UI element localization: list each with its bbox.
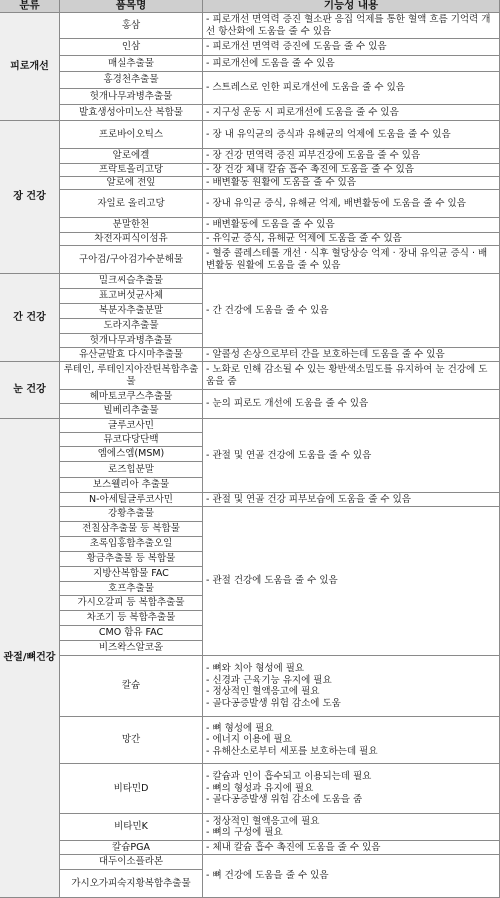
product-cell: 헛개나무과병추출물	[60, 334, 203, 348]
product-cell: 복분자추출분말	[60, 304, 203, 319]
product-cell: 유산균발효 다시마추출물	[60, 348, 203, 362]
function-cell: - 장내 유익균 증식, 유해균 억제, 배변활동에 도움을 줄 수 있음	[203, 190, 500, 218]
product-cell: 홍경천추출물	[60, 72, 203, 89]
function-cell: - 스트레스로 인한 피로개선에 도움을 줄 수 있음	[203, 72, 500, 105]
function-cell: - 지구성 운동 시 피로개선에 도움을 줄 수 있음	[203, 105, 500, 121]
header-function: 기능성 내용	[203, 0, 500, 13]
function-cell: - 장 건강 체내 칼슘 흡수 촉진에 도움을 줄 수 있음	[203, 164, 500, 177]
product-cell: 표고버섯균사체	[60, 289, 203, 304]
product-cell: 글루코사민	[60, 419, 203, 433]
product-cell: 밀크씨슬추출물	[60, 274, 203, 289]
product-cell: 빌베리추출물	[60, 404, 203, 419]
product-cell: 전칠삼추출물 등 복합물	[60, 522, 203, 537]
function-cell: - 혈중 콜레스테롤 개선 · 식후 혈당상승 억제 · 장내 유익균 증식 · 배변활동 원활에 도움을 줄 수 있음	[203, 246, 500, 274]
product-cell: 홍삼	[60, 13, 203, 39]
function-cell: - 정상적인 혈액응고에 필요 - 뼈의 구성에 필요	[203, 814, 500, 841]
function-cell: - 피로개선에 도움을 줄 수 있음	[203, 56, 500, 72]
function-cell: - 관절 건강에 도움을 줄 수 있음	[203, 507, 500, 656]
product-cell: 칼슘PGA	[60, 841, 203, 855]
product-cell: 구아검/구아검가수분해물	[60, 246, 203, 274]
function-cell: - 배변활동 원활에 도움을 줄 수 있음	[203, 177, 500, 190]
product-cell: 황금추출물 등 복합물	[60, 552, 203, 567]
function-cell: - 간 건강에 도움을 줄 수 있음	[203, 274, 500, 348]
product-cell: 강황추출물	[60, 507, 203, 522]
function-cell: - 장 내 유익균의 증식과 유해균의 억제에 도움을 줄 수 있음	[203, 121, 500, 149]
product-cell: 차전자피식이섬유	[60, 233, 203, 246]
product-cell: 비타민D	[60, 764, 203, 814]
product-cell: 루테인, 루테인지아잔틴복합추출물	[60, 362, 203, 390]
category-cell: 피로개선	[0, 13, 60, 121]
product-cell: 초록입홍합추출오일	[60, 537, 203, 552]
product-cell: 분말한천	[60, 218, 203, 233]
product-cell: 지방산복합물 FAC	[60, 567, 203, 582]
product-cell: 발효생성아미노산 복합물	[60, 105, 203, 121]
function-cell: - 피로개선 면역력 증진에 도움을 줄 수 있음	[203, 39, 500, 56]
function-cell: - 칼슘과 인이 흡수되고 이용되는데 필요 - 뼈의 형성과 유지에 필요 - 골다공증발생 위험 감소에 도움을 줌	[203, 764, 500, 814]
function-cell: - 뼈와 치아 형성에 필요 - 신경과 근육기능 유지에 필요 - 정상적인 혈액응고에 필요 - 골다공증발생 위험 감소에 도움	[203, 656, 500, 717]
function-cell: - 체내 칼슘 흡수 촉진에 도움을 줄 수 있음	[203, 841, 500, 855]
function-cell: - 눈의 피로도 개선에 도움을 줄 수 있음	[203, 390, 500, 419]
product-cell: 가시오가피숙지황복합추출물	[60, 870, 203, 898]
function-cell: - 피로개선 면역력 증진 혈소판 응집 억제를 통한 혈액 흐름 기억력 개선 항산화에 도움을 줄 수 있음	[203, 13, 500, 39]
product-cell: 알로에 전잎	[60, 177, 203, 190]
function-cell: - 장 건강 면역력 증진 피부건강에 도움을 줄 수 있음	[203, 149, 500, 164]
function-cell: - 알콜성 손상으로부터 간을 보호하는데 도움을 줄 수 있음	[203, 348, 500, 362]
product-cell: 가시오갈피 등 복합추출물	[60, 596, 203, 611]
function-cell: - 관절 및 연골 건강 피부보습에 도움을 줄 수 있음	[203, 493, 500, 507]
product-cell: 대두이소플라본	[60, 855, 203, 870]
product-cell: 자일로 올리고당	[60, 190, 203, 218]
product-cell: 뮤코다당단백	[60, 433, 203, 447]
product-cell: N-아세틸글루코사민	[60, 493, 203, 507]
product-cell: 헛개나무과병추출물	[60, 89, 203, 105]
product-cell: 프로바이오틱스	[60, 121, 203, 149]
product-cell: 칼슘	[60, 656, 203, 717]
function-cell: - 노화로 인해 감소될 수 있는 황반색소밀도를 유지하여 눈 건강에 도움을 줌	[203, 362, 500, 390]
product-cell: 망간	[60, 717, 203, 764]
product-cell: CMO 함유 FAC	[60, 626, 203, 641]
product-cell: 엠에스엠(MSM)	[60, 447, 203, 462]
product-cell: 호프추출물	[60, 582, 203, 596]
product-cell: 프락토올리고당	[60, 164, 203, 177]
category-cell: 눈 건강	[0, 362, 60, 419]
product-cell: 로즈힙분말	[60, 462, 203, 478]
product-cell: 헤마토코쿠스추출물	[60, 390, 203, 404]
function-cell: - 배변활동에 도움을 줄 수 있음	[203, 218, 500, 233]
function-cell: - 유익균 증식, 유해균 억제에 도움을 줄 수 있음	[203, 233, 500, 246]
function-cell: - 관절 및 연골 건강에 도움을 줄 수 있음	[203, 419, 500, 493]
product-cell: 비즈왁스알코올	[60, 641, 203, 656]
header-category: 분류	[0, 0, 60, 13]
product-cell: 비타민K	[60, 814, 203, 841]
product-cell: 매실추출물	[60, 56, 203, 72]
category-cell: 간 건강	[0, 274, 60, 362]
product-cell: 알로에겔	[60, 149, 203, 164]
product-cell: 차조기 등 복합추출물	[60, 611, 203, 626]
product-cell: 인삼	[60, 39, 203, 56]
product-cell: 도라지추출물	[60, 319, 203, 334]
function-cell: - 뼈 건강에 도움을 줄 수 있음	[203, 855, 500, 898]
product-cell: 보스웰리아 추출물	[60, 478, 203, 493]
category-cell: 장 건강	[0, 121, 60, 274]
function-cell: - 뼈 형성에 필요 - 에너지 이용에 필요 - 유해산소로부터 세포를 보호하는데 필요	[203, 717, 500, 764]
category-cell: 관절/뼈건강	[0, 419, 60, 898]
header-product: 품목명	[60, 0, 203, 13]
